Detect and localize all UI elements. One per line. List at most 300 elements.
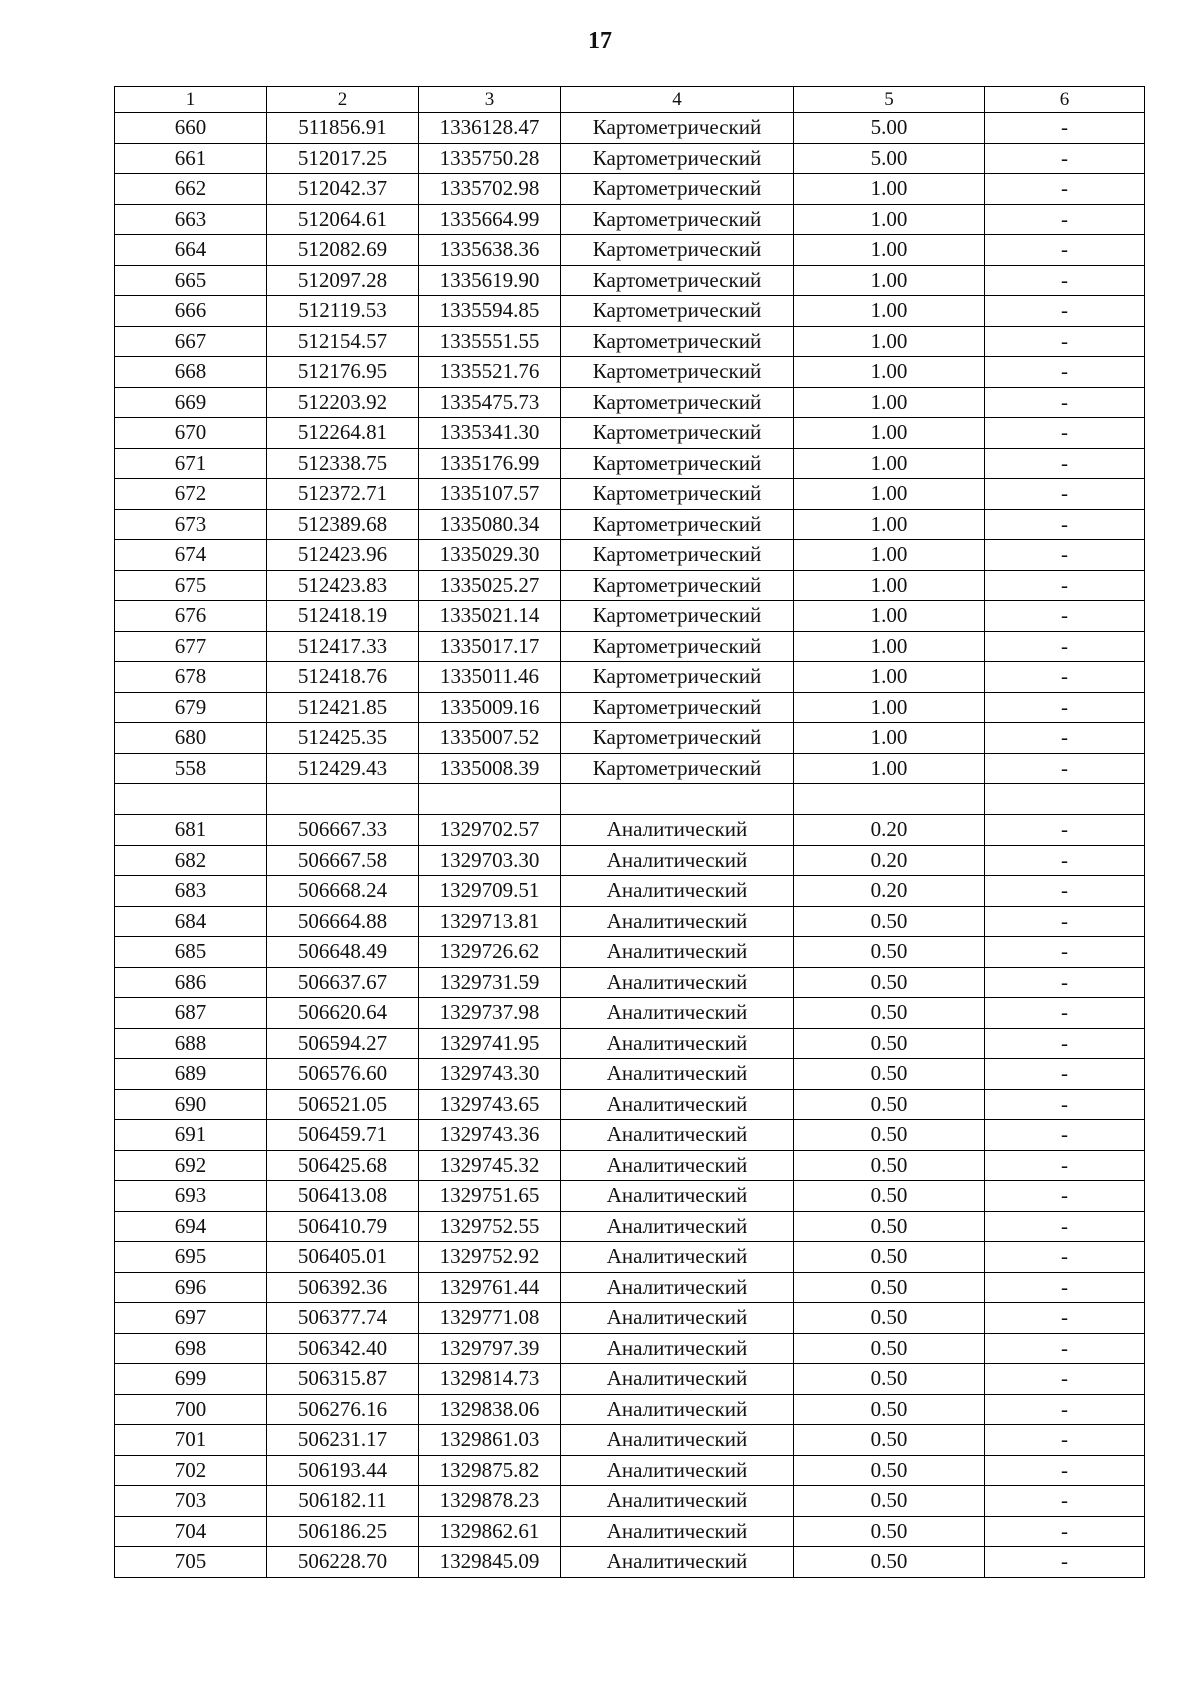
method-cell: Аналитический xyxy=(561,1089,794,1120)
table-body xyxy=(115,87,1145,1578)
y-coordinate-cell: 1329713.81 xyxy=(419,906,561,937)
accuracy-cell: 0.20 xyxy=(794,876,985,907)
table-row xyxy=(115,418,1145,449)
table-row xyxy=(115,723,1145,754)
note-cell: - xyxy=(985,1333,1145,1364)
note-cell: - xyxy=(985,479,1145,510)
accuracy-cell: 1.00 xyxy=(794,631,985,662)
note-cell: - xyxy=(985,540,1145,571)
x-coordinate-cell: 506410.79 xyxy=(267,1211,419,1242)
note-cell: - xyxy=(985,1211,1145,1242)
point-number-cell: 675 xyxy=(115,570,267,601)
empty-cell xyxy=(794,784,985,815)
x-coordinate-cell: 506315.87 xyxy=(267,1364,419,1395)
method-cell: Картометрический xyxy=(561,601,794,632)
point-number-cell: 696 xyxy=(115,1272,267,1303)
accuracy-cell: 0.50 xyxy=(794,1394,985,1425)
table-row xyxy=(115,1059,1145,1090)
accuracy-cell: 5.00 xyxy=(794,113,985,144)
y-coordinate-cell: 1329875.82 xyxy=(419,1455,561,1486)
accuracy-cell: 0.50 xyxy=(794,937,985,968)
note-cell: - xyxy=(985,998,1145,1029)
accuracy-cell: 0.50 xyxy=(794,1516,985,1547)
table-row xyxy=(115,601,1145,632)
note-cell: - xyxy=(985,1059,1145,1090)
x-coordinate-cell: 506668.24 xyxy=(267,876,419,907)
note-cell: - xyxy=(985,357,1145,388)
table-row xyxy=(115,753,1145,784)
point-number-cell: 692 xyxy=(115,1150,267,1181)
method-cell: Картометрический xyxy=(561,509,794,540)
table-header-row xyxy=(115,87,1145,113)
point-number-cell: 667 xyxy=(115,326,267,357)
method-cell: Картометрический xyxy=(561,113,794,144)
table-row xyxy=(115,876,1145,907)
note-cell: - xyxy=(985,1303,1145,1334)
note-cell: - xyxy=(985,448,1145,479)
method-cell: Аналитический xyxy=(561,998,794,1029)
point-number-cell: 669 xyxy=(115,387,267,418)
table-row xyxy=(115,692,1145,723)
point-number-cell: 689 xyxy=(115,1059,267,1090)
point-number-cell: 676 xyxy=(115,601,267,632)
method-cell: Картометрический xyxy=(561,143,794,174)
note-cell: - xyxy=(985,1364,1145,1395)
accuracy-cell: 0.20 xyxy=(794,815,985,846)
x-coordinate-cell: 512264.81 xyxy=(267,418,419,449)
method-cell: Аналитический xyxy=(561,1425,794,1456)
note-cell: - xyxy=(985,937,1145,968)
x-coordinate-cell: 506342.40 xyxy=(267,1333,419,1364)
table-row xyxy=(115,448,1145,479)
x-coordinate-cell: 506405.01 xyxy=(267,1242,419,1273)
column-header-5: 5 xyxy=(794,87,985,113)
point-number-cell: 660 xyxy=(115,113,267,144)
note-cell: - xyxy=(985,723,1145,754)
table-row xyxy=(115,1486,1145,1517)
y-coordinate-cell: 1329861.03 xyxy=(419,1425,561,1456)
method-cell: Аналитический xyxy=(561,1272,794,1303)
point-number-cell: 697 xyxy=(115,1303,267,1334)
table-row xyxy=(115,815,1145,846)
page-number: 17 xyxy=(588,28,612,54)
empty-cell xyxy=(267,784,419,815)
table-row xyxy=(115,235,1145,266)
accuracy-cell: 1.00 xyxy=(794,753,985,784)
accuracy-cell: 1.00 xyxy=(794,570,985,601)
method-cell: Аналитический xyxy=(561,876,794,907)
x-coordinate-cell: 512119.53 xyxy=(267,296,419,327)
table-row xyxy=(115,387,1145,418)
point-number-cell: 687 xyxy=(115,998,267,1029)
point-number-cell: 680 xyxy=(115,723,267,754)
method-cell: Картометрический xyxy=(561,540,794,571)
note-cell: - xyxy=(985,1089,1145,1120)
x-coordinate-cell: 512372.71 xyxy=(267,479,419,510)
y-coordinate-cell: 1329743.30 xyxy=(419,1059,561,1090)
column-header-3: 3 xyxy=(419,87,561,113)
y-coordinate-cell: 1329737.98 xyxy=(419,998,561,1029)
method-cell: Аналитический xyxy=(561,1028,794,1059)
accuracy-cell: 0.50 xyxy=(794,1333,985,1364)
method-cell: Аналитический xyxy=(561,1150,794,1181)
y-coordinate-cell: 1329703.30 xyxy=(419,845,561,876)
x-coordinate-cell: 506648.49 xyxy=(267,937,419,968)
point-number-cell: 694 xyxy=(115,1211,267,1242)
method-cell: Аналитический xyxy=(561,845,794,876)
note-cell: - xyxy=(985,509,1145,540)
table-row xyxy=(115,1150,1145,1181)
point-number-cell: 682 xyxy=(115,845,267,876)
x-coordinate-cell: 506413.08 xyxy=(267,1181,419,1212)
x-coordinate-cell: 506193.44 xyxy=(267,1455,419,1486)
table-row xyxy=(115,570,1145,601)
method-cell: Картометрический xyxy=(561,296,794,327)
table-row xyxy=(115,1303,1145,1334)
method-cell: Картометрический xyxy=(561,326,794,357)
table-row xyxy=(115,479,1145,510)
method-cell: Картометрический xyxy=(561,479,794,510)
y-coordinate-cell: 1335025.27 xyxy=(419,570,561,601)
note-cell: - xyxy=(985,662,1145,693)
y-coordinate-cell: 1335551.55 xyxy=(419,326,561,357)
y-coordinate-cell: 1335017.17 xyxy=(419,631,561,662)
x-coordinate-cell: 512017.25 xyxy=(267,143,419,174)
table-row xyxy=(115,662,1145,693)
note-cell: - xyxy=(985,1547,1145,1578)
point-number-cell: 679 xyxy=(115,692,267,723)
point-number-cell: 665 xyxy=(115,265,267,296)
x-coordinate-cell: 506667.58 xyxy=(267,845,419,876)
point-number-cell: 700 xyxy=(115,1394,267,1425)
note-cell: - xyxy=(985,845,1145,876)
table-row xyxy=(115,265,1145,296)
method-cell: Аналитический xyxy=(561,1516,794,1547)
table-row xyxy=(115,998,1145,1029)
y-coordinate-cell: 1329878.23 xyxy=(419,1486,561,1517)
table-row xyxy=(115,1211,1145,1242)
column-header-2: 2 xyxy=(267,87,419,113)
method-cell: Аналитический xyxy=(561,1486,794,1517)
x-coordinate-cell: 512097.28 xyxy=(267,265,419,296)
point-number-cell: 670 xyxy=(115,418,267,449)
method-cell: Картометрический xyxy=(561,692,794,723)
point-number-cell: 698 xyxy=(115,1333,267,1364)
accuracy-cell: 0.50 xyxy=(794,998,985,1029)
point-number-cell: 674 xyxy=(115,540,267,571)
accuracy-cell: 0.50 xyxy=(794,1364,985,1395)
note-cell: - xyxy=(985,1425,1145,1456)
table-row xyxy=(115,1333,1145,1364)
y-coordinate-cell: 1329743.36 xyxy=(419,1120,561,1151)
accuracy-cell: 0.50 xyxy=(794,1455,985,1486)
table-row xyxy=(115,845,1145,876)
point-number-cell: 678 xyxy=(115,662,267,693)
table-row xyxy=(115,1425,1145,1456)
y-coordinate-cell: 1335011.46 xyxy=(419,662,561,693)
x-coordinate-cell: 512338.75 xyxy=(267,448,419,479)
accuracy-cell: 1.00 xyxy=(794,418,985,449)
accuracy-cell: 0.20 xyxy=(794,845,985,876)
y-coordinate-cell: 1329838.06 xyxy=(419,1394,561,1425)
method-cell: Аналитический xyxy=(561,815,794,846)
table-row xyxy=(115,1028,1145,1059)
point-number-cell: 681 xyxy=(115,815,267,846)
note-cell: - xyxy=(985,326,1145,357)
table-row xyxy=(115,540,1145,571)
accuracy-cell: 0.50 xyxy=(794,1486,985,1517)
method-cell: Аналитический xyxy=(561,1394,794,1425)
x-coordinate-cell: 512418.19 xyxy=(267,601,419,632)
accuracy-cell: 1.00 xyxy=(794,357,985,388)
point-number-cell: 558 xyxy=(115,753,267,784)
accuracy-cell: 0.50 xyxy=(794,1089,985,1120)
y-coordinate-cell: 1335107.57 xyxy=(419,479,561,510)
x-coordinate-cell: 506425.68 xyxy=(267,1150,419,1181)
method-cell: Картометрический xyxy=(561,448,794,479)
x-coordinate-cell: 512423.83 xyxy=(267,570,419,601)
point-number-cell: 702 xyxy=(115,1455,267,1486)
accuracy-cell: 0.50 xyxy=(794,1059,985,1090)
x-coordinate-cell: 512082.69 xyxy=(267,235,419,266)
note-cell: - xyxy=(985,753,1145,784)
x-coordinate-cell: 512064.61 xyxy=(267,204,419,235)
x-coordinate-cell: 506182.11 xyxy=(267,1486,419,1517)
note-cell: - xyxy=(985,265,1145,296)
x-coordinate-cell: 512042.37 xyxy=(267,174,419,205)
note-cell: - xyxy=(985,876,1145,907)
note-cell: - xyxy=(985,692,1145,723)
column-header-6: 6 xyxy=(985,87,1145,113)
accuracy-cell: 1.00 xyxy=(794,265,985,296)
method-cell: Аналитический xyxy=(561,1059,794,1090)
x-coordinate-cell: 512176.95 xyxy=(267,357,419,388)
x-coordinate-cell: 506620.64 xyxy=(267,998,419,1029)
accuracy-cell: 1.00 xyxy=(794,296,985,327)
method-cell: Аналитический xyxy=(561,937,794,968)
x-coordinate-cell: 512203.92 xyxy=(267,387,419,418)
table-row xyxy=(115,1455,1145,1486)
table-row xyxy=(115,143,1145,174)
table-row xyxy=(115,1394,1145,1425)
method-cell: Аналитический xyxy=(561,1211,794,1242)
table-row xyxy=(115,174,1145,205)
note-cell: - xyxy=(985,1516,1145,1547)
accuracy-cell: 1.00 xyxy=(794,174,985,205)
point-number-cell: 683 xyxy=(115,876,267,907)
method-cell: Картометрический xyxy=(561,204,794,235)
method-cell: Аналитический xyxy=(561,1242,794,1273)
table-row xyxy=(115,357,1145,388)
x-coordinate-cell: 512418.76 xyxy=(267,662,419,693)
point-number-cell: 701 xyxy=(115,1425,267,1456)
table-row xyxy=(115,1547,1145,1578)
table-row xyxy=(115,937,1145,968)
y-coordinate-cell: 1335007.52 xyxy=(419,723,561,754)
method-cell: Аналитический xyxy=(561,1181,794,1212)
x-coordinate-cell: 506228.70 xyxy=(267,1547,419,1578)
note-cell: - xyxy=(985,1455,1145,1486)
empty-cell xyxy=(115,784,267,815)
method-cell: Картометрический xyxy=(561,235,794,266)
accuracy-cell: 0.50 xyxy=(794,1272,985,1303)
table-row xyxy=(115,113,1145,144)
x-coordinate-cell: 506521.05 xyxy=(267,1089,419,1120)
method-cell: Аналитический xyxy=(561,1547,794,1578)
method-cell: Картометрический xyxy=(561,357,794,388)
y-coordinate-cell: 1329814.73 xyxy=(419,1364,561,1395)
accuracy-cell: 0.50 xyxy=(794,1120,985,1151)
note-cell: - xyxy=(985,601,1145,632)
note-cell: - xyxy=(985,1242,1145,1273)
x-coordinate-cell: 506459.71 xyxy=(267,1120,419,1151)
accuracy-cell: 0.50 xyxy=(794,1211,985,1242)
accuracy-cell: 1.00 xyxy=(794,204,985,235)
table-row xyxy=(115,509,1145,540)
accuracy-cell: 0.50 xyxy=(794,1242,985,1273)
method-cell: Картометрический xyxy=(561,265,794,296)
note-cell: - xyxy=(985,174,1145,205)
accuracy-cell: 0.50 xyxy=(794,906,985,937)
method-cell: Аналитический xyxy=(561,1303,794,1334)
point-number-cell: 699 xyxy=(115,1364,267,1395)
table-row xyxy=(115,906,1145,937)
point-number-cell: 704 xyxy=(115,1516,267,1547)
y-coordinate-cell: 1329743.65 xyxy=(419,1089,561,1120)
accuracy-cell: 1.00 xyxy=(794,479,985,510)
note-cell: - xyxy=(985,235,1145,266)
y-coordinate-cell: 1335009.16 xyxy=(419,692,561,723)
accuracy-cell: 0.50 xyxy=(794,967,985,998)
table-row xyxy=(115,1120,1145,1151)
table-row xyxy=(115,1272,1145,1303)
method-cell: Картометрический xyxy=(561,753,794,784)
table-row xyxy=(115,1242,1145,1273)
empty-cell xyxy=(985,784,1145,815)
y-coordinate-cell: 1329862.61 xyxy=(419,1516,561,1547)
table-row xyxy=(115,1364,1145,1395)
note-cell: - xyxy=(985,418,1145,449)
point-number-cell: 703 xyxy=(115,1486,267,1517)
accuracy-cell: 1.00 xyxy=(794,509,985,540)
note-cell: - xyxy=(985,570,1145,601)
note-cell: - xyxy=(985,1120,1145,1151)
method-cell: Картометрический xyxy=(561,387,794,418)
x-coordinate-cell: 506576.60 xyxy=(267,1059,419,1090)
y-coordinate-cell: 1335664.99 xyxy=(419,204,561,235)
point-number-cell: 672 xyxy=(115,479,267,510)
accuracy-cell: 1.00 xyxy=(794,235,985,266)
note-cell: - xyxy=(985,387,1145,418)
point-number-cell: 693 xyxy=(115,1181,267,1212)
point-number-cell: 690 xyxy=(115,1089,267,1120)
x-coordinate-cell: 511856.91 xyxy=(267,113,419,144)
note-cell: - xyxy=(985,296,1145,327)
method-cell: Аналитический xyxy=(561,1455,794,1486)
y-coordinate-cell: 1335619.90 xyxy=(419,265,561,296)
point-number-cell: 685 xyxy=(115,937,267,968)
x-coordinate-cell: 506664.88 xyxy=(267,906,419,937)
y-coordinate-cell: 1335021.14 xyxy=(419,601,561,632)
y-coordinate-cell: 1329797.39 xyxy=(419,1333,561,1364)
y-coordinate-cell: 1329731.59 xyxy=(419,967,561,998)
accuracy-cell: 0.50 xyxy=(794,1150,985,1181)
note-cell: - xyxy=(985,1181,1145,1212)
table-row xyxy=(115,204,1145,235)
accuracy-cell: 1.00 xyxy=(794,601,985,632)
x-coordinate-cell: 512429.43 xyxy=(267,753,419,784)
note-cell: - xyxy=(985,906,1145,937)
x-coordinate-cell: 512421.85 xyxy=(267,692,419,723)
y-coordinate-cell: 1329702.57 xyxy=(419,815,561,846)
method-cell: Аналитический xyxy=(561,967,794,998)
note-cell: - xyxy=(985,1150,1145,1181)
method-cell: Картометрический xyxy=(561,631,794,662)
method-cell: Картометрический xyxy=(561,418,794,449)
accuracy-cell: 5.00 xyxy=(794,143,985,174)
y-coordinate-cell: 1329726.62 xyxy=(419,937,561,968)
accuracy-cell: 1.00 xyxy=(794,448,985,479)
point-number-cell: 691 xyxy=(115,1120,267,1151)
note-cell: - xyxy=(985,631,1145,662)
point-number-cell: 684 xyxy=(115,906,267,937)
accuracy-cell: 0.50 xyxy=(794,1181,985,1212)
y-coordinate-cell: 1329709.51 xyxy=(419,876,561,907)
table-row xyxy=(115,326,1145,357)
accuracy-cell: 1.00 xyxy=(794,662,985,693)
y-coordinate-cell: 1335080.34 xyxy=(419,509,561,540)
note-cell: - xyxy=(985,113,1145,144)
y-coordinate-cell: 1329845.09 xyxy=(419,1547,561,1578)
x-coordinate-cell: 506186.25 xyxy=(267,1516,419,1547)
y-coordinate-cell: 1335702.98 xyxy=(419,174,561,205)
empty-cell xyxy=(419,784,561,815)
blank-separator-row xyxy=(115,784,1145,815)
table-row xyxy=(115,631,1145,662)
table-row xyxy=(115,967,1145,998)
coordinates-table xyxy=(114,86,1145,1578)
note-cell: - xyxy=(985,1028,1145,1059)
accuracy-cell: 1.00 xyxy=(794,326,985,357)
accuracy-cell: 0.50 xyxy=(794,1028,985,1059)
point-number-cell: 666 xyxy=(115,296,267,327)
method-cell: Картометрический xyxy=(561,662,794,693)
y-coordinate-cell: 1329761.44 xyxy=(419,1272,561,1303)
y-coordinate-cell: 1329752.92 xyxy=(419,1242,561,1273)
note-cell: - xyxy=(985,967,1145,998)
table-row xyxy=(115,1089,1145,1120)
y-coordinate-cell: 1329741.95 xyxy=(419,1028,561,1059)
x-coordinate-cell: 506667.33 xyxy=(267,815,419,846)
x-coordinate-cell: 512423.96 xyxy=(267,540,419,571)
point-number-cell: 677 xyxy=(115,631,267,662)
y-coordinate-cell: 1335638.36 xyxy=(419,235,561,266)
note-cell: - xyxy=(985,143,1145,174)
method-cell: Картометрический xyxy=(561,723,794,754)
point-number-cell: 671 xyxy=(115,448,267,479)
point-number-cell: 662 xyxy=(115,174,267,205)
point-number-cell: 673 xyxy=(115,509,267,540)
y-coordinate-cell: 1335029.30 xyxy=(419,540,561,571)
note-cell: - xyxy=(985,815,1145,846)
point-number-cell: 686 xyxy=(115,967,267,998)
point-number-cell: 705 xyxy=(115,1547,267,1578)
x-coordinate-cell: 506392.36 xyxy=(267,1272,419,1303)
y-coordinate-cell: 1329752.55 xyxy=(419,1211,561,1242)
table-row xyxy=(115,296,1145,327)
note-cell: - xyxy=(985,204,1145,235)
x-coordinate-cell: 506594.27 xyxy=(267,1028,419,1059)
